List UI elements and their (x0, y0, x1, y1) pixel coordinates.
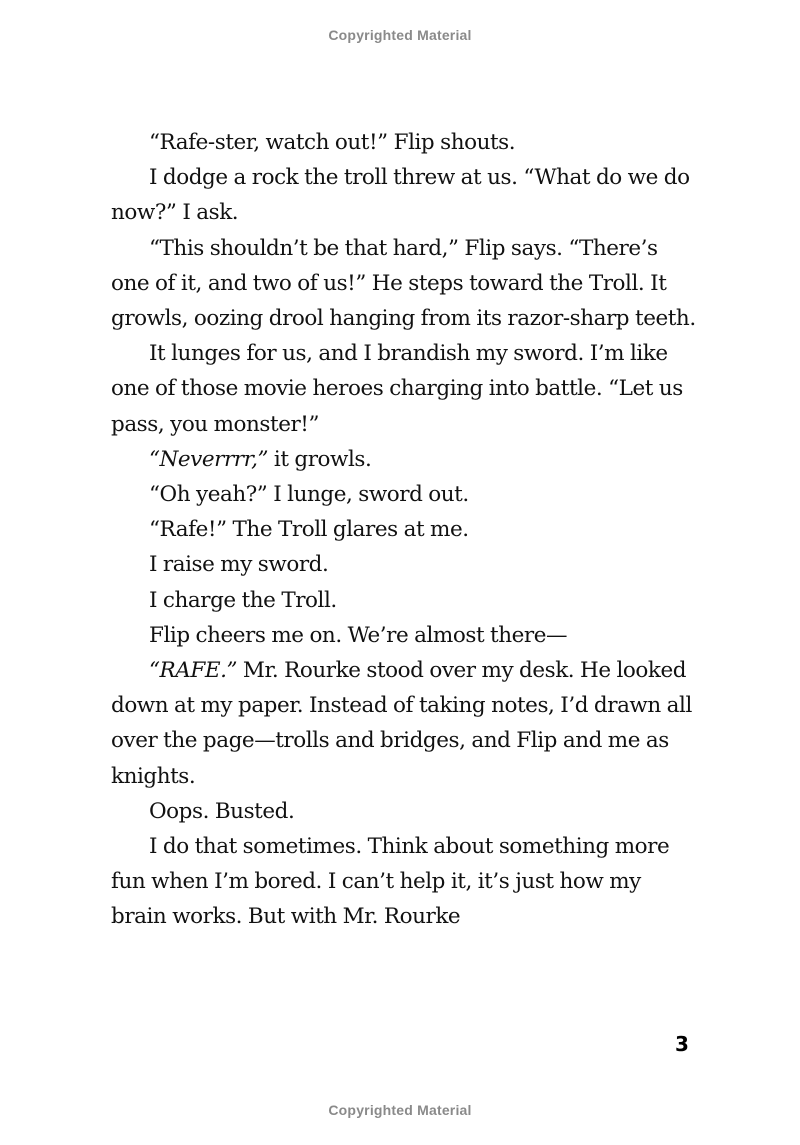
page-number: 3 (675, 1032, 689, 1056)
paragraph: It lunges for us, and I brandish my sword. I’m like one of those movie heroes charging into battle. “Let us pass, you monster!” (111, 341, 683, 437)
copyright-header: Copyrighted Material (328, 27, 472, 43)
page-body-text (111, 125, 701, 935)
italic-dialogue: “Neverrrr,” (149, 446, 269, 472)
paragraph: Oops. Busted. (149, 798, 295, 824)
copyright-footer: Copyrighted Material (328, 1102, 472, 1118)
italic-dialogue: “RAFE.” (149, 658, 237, 684)
paragraph: I charge the Troll. (149, 587, 337, 613)
paragraph: I raise my sword. (149, 552, 329, 578)
paragraph: “Neverrrr,” it growls. (149, 446, 372, 472)
paragraph: I dodge a rock the troll threw at us. “What do we do now?” I ask. (111, 165, 690, 226)
paragraph: “Rafe-ster, watch out!” Flip shouts. (149, 130, 516, 155)
paragraph: I do that sometimes. Think about something more fun when I’m bored. I can’t help it, it’s just how my brain works. But with Mr. Rourke (111, 834, 670, 930)
paragraph: “Oh yeah?” I lunge, sword out. (149, 482, 469, 508)
paragraph: “RAFE.” Mr. Rourke stood over my desk. He looked down at my paper. Instead of taking notes, I’d drawn all over the page—trolls and bridges, and Flip and me as knights. (111, 658, 692, 789)
paragraph: Flip cheers me on. We’re almost there— (149, 622, 568, 648)
paragraph: “This shouldn’t be that hard,” Flip says. “There’s one of it, and two of us!” He steps toward the Troll. It growls, oozing drool hanging from its razor-sharp teeth. (111, 235, 696, 332)
paragraph: “Rafe!” The Troll glares at me. (149, 517, 469, 543)
